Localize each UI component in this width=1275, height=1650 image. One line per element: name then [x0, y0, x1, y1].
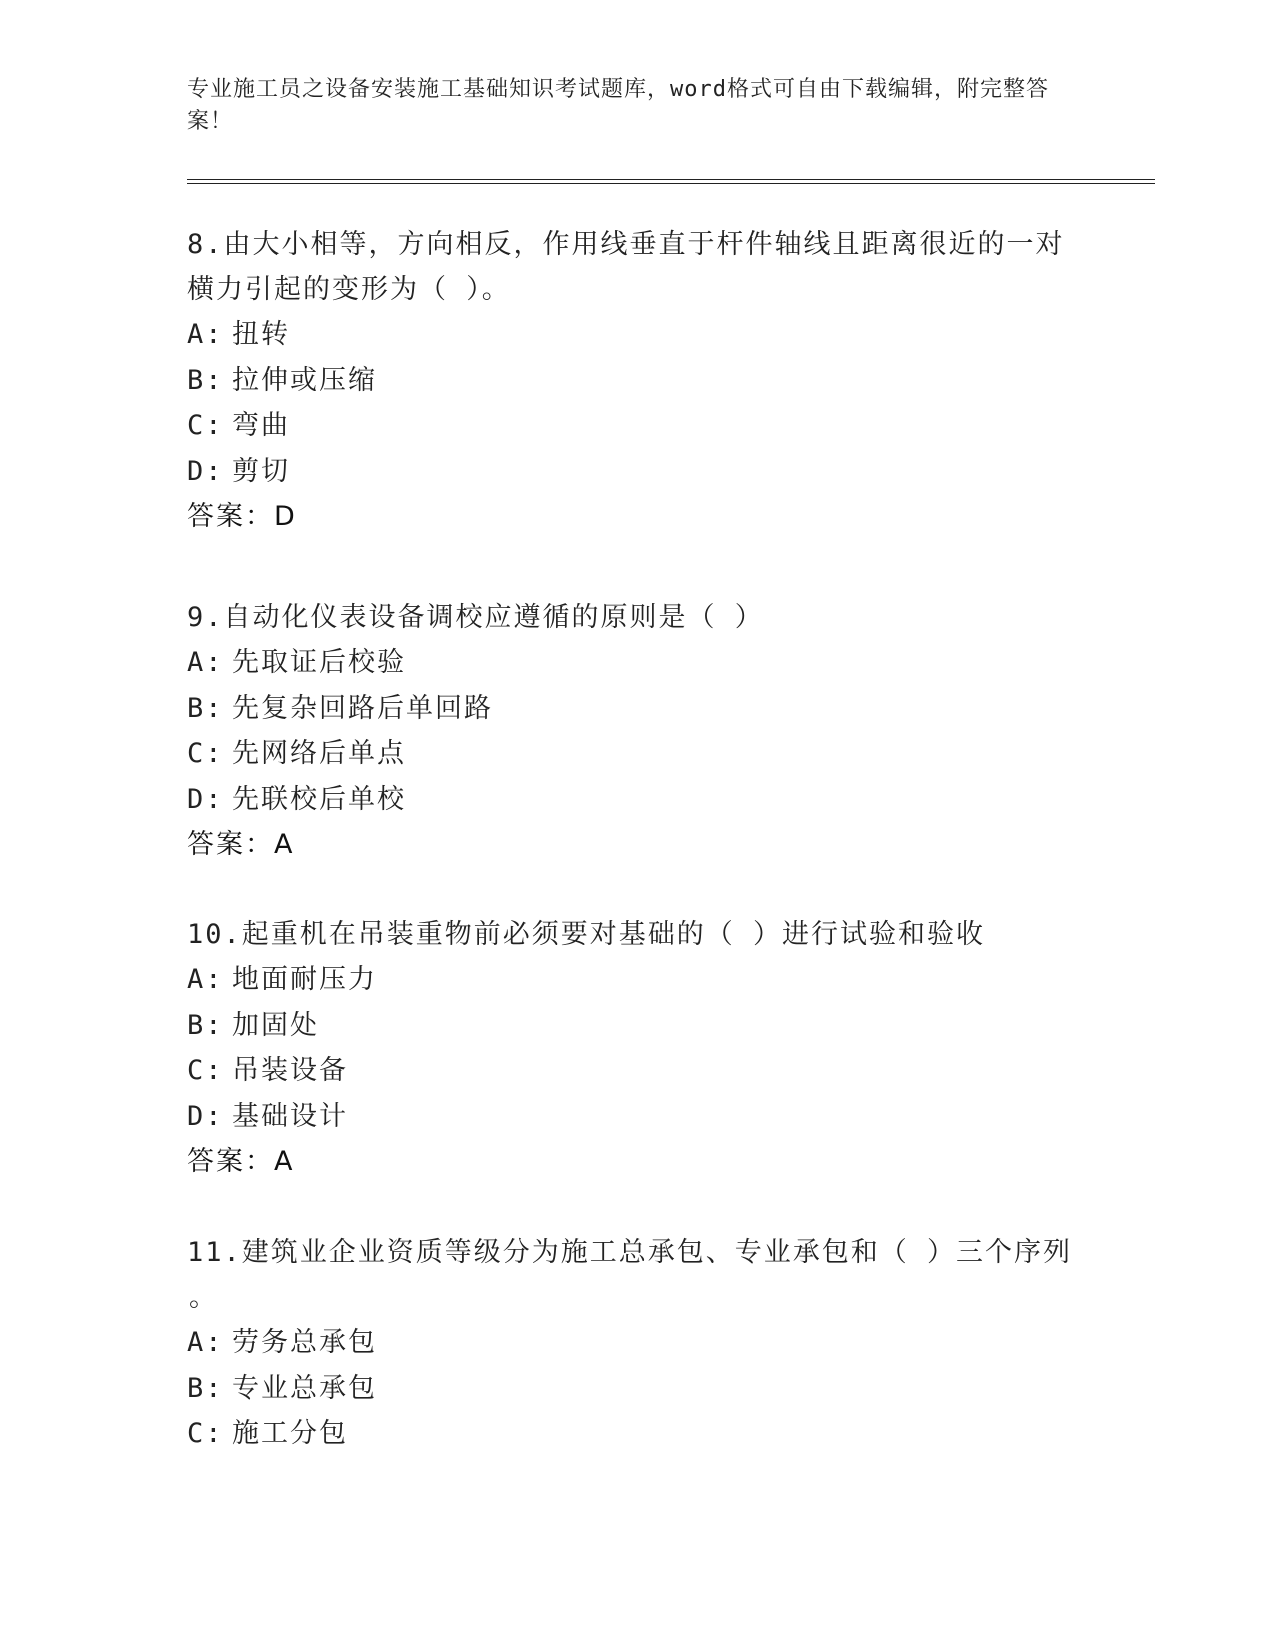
option-b — [187, 1366, 1087, 1412]
option-c — [187, 1411, 1087, 1457]
option-text: 地面耐压力 — [232, 964, 377, 995]
option-letter: B: — [187, 1009, 224, 1041]
option-text: 剪切 — [232, 455, 290, 487]
question-text-line: 。 — [189, 1282, 216, 1313]
option-text: 拉伸或压缩 — [232, 364, 377, 396]
option-b — [187, 686, 1087, 732]
question-9 — [187, 595, 1087, 868]
option-text: 基础设计 — [232, 1100, 348, 1132]
answer: 答案：D — [187, 501, 297, 532]
option-b — [187, 358, 1087, 404]
option-letter: C: — [187, 1055, 224, 1086]
option-c — [187, 1048, 1087, 1094]
option-letter: A: — [187, 964, 224, 995]
question-text-line: 9.自动化仪表设备调校应遵循的原则是（ ） — [187, 602, 764, 633]
option-letter: B: — [187, 1372, 224, 1404]
option-text: 吊装设备 — [232, 1055, 348, 1086]
option-a — [187, 312, 1087, 358]
answer: 答案：A — [187, 1146, 295, 1177]
question-text-line: 8.由大小相等，方向相反，作用线垂直于杆件轴线且距离很近的一对 — [187, 229, 1065, 260]
question-8 — [187, 222, 1087, 540]
option-text: 先联校后单校 — [232, 783, 406, 815]
option-letter: B: — [187, 692, 224, 724]
option-text: 劳务总承包 — [232, 1327, 377, 1358]
option-letter: D: — [187, 455, 224, 487]
option-letter: B: — [187, 364, 224, 396]
option-d — [187, 1094, 1087, 1140]
option-text: 专业总承包 — [232, 1372, 377, 1404]
option-text: 先网络后单点 — [232, 738, 406, 769]
header-divider-top — [187, 179, 1155, 180]
option-letter: A: — [187, 319, 224, 350]
question-text-line: 横力引起的变形为（ ）。 — [187, 274, 511, 305]
option-letter: D: — [187, 783, 224, 815]
option-letter: C: — [187, 410, 224, 441]
option-text: 加固处 — [232, 1009, 319, 1041]
option-a — [187, 640, 1087, 686]
answer: 答案：A — [187, 829, 295, 860]
option-d — [187, 777, 1087, 823]
question-text-line: 11.建筑业企业资质等级分为施工总承包、专业承包和（ ）三个序列 — [187, 1237, 1073, 1268]
option-c — [187, 403, 1087, 449]
option-text: 施工分包 — [232, 1418, 348, 1449]
document-header: 专业施工员之设备安装施工基础知识考试题库，word格式可自由下载编辑，附完整答案！ — [187, 77, 1049, 134]
option-letter: A: — [187, 647, 224, 678]
option-d — [187, 449, 1087, 495]
question-11 — [187, 1230, 1087, 1457]
option-letter: A: — [187, 1327, 224, 1358]
option-text: 先取证后校验 — [232, 647, 406, 678]
option-text: 弯曲 — [232, 410, 290, 441]
question-10 — [187, 912, 1087, 1185]
option-a — [187, 1320, 1087, 1366]
option-letter: C: — [187, 1418, 224, 1449]
option-letter: D: — [187, 1100, 224, 1132]
option-text: 先复杂回路后单回路 — [232, 692, 493, 724]
option-a — [187, 957, 1087, 1003]
option-letter: C: — [187, 738, 224, 769]
header-divider-bottom — [187, 183, 1155, 184]
option-b — [187, 1003, 1087, 1049]
option-text: 扭转 — [232, 319, 290, 350]
option-c — [187, 731, 1087, 777]
question-text-line: 10.起重机在吊装重物前必须要对基础的（ ）进行试验和验收 — [187, 919, 986, 950]
